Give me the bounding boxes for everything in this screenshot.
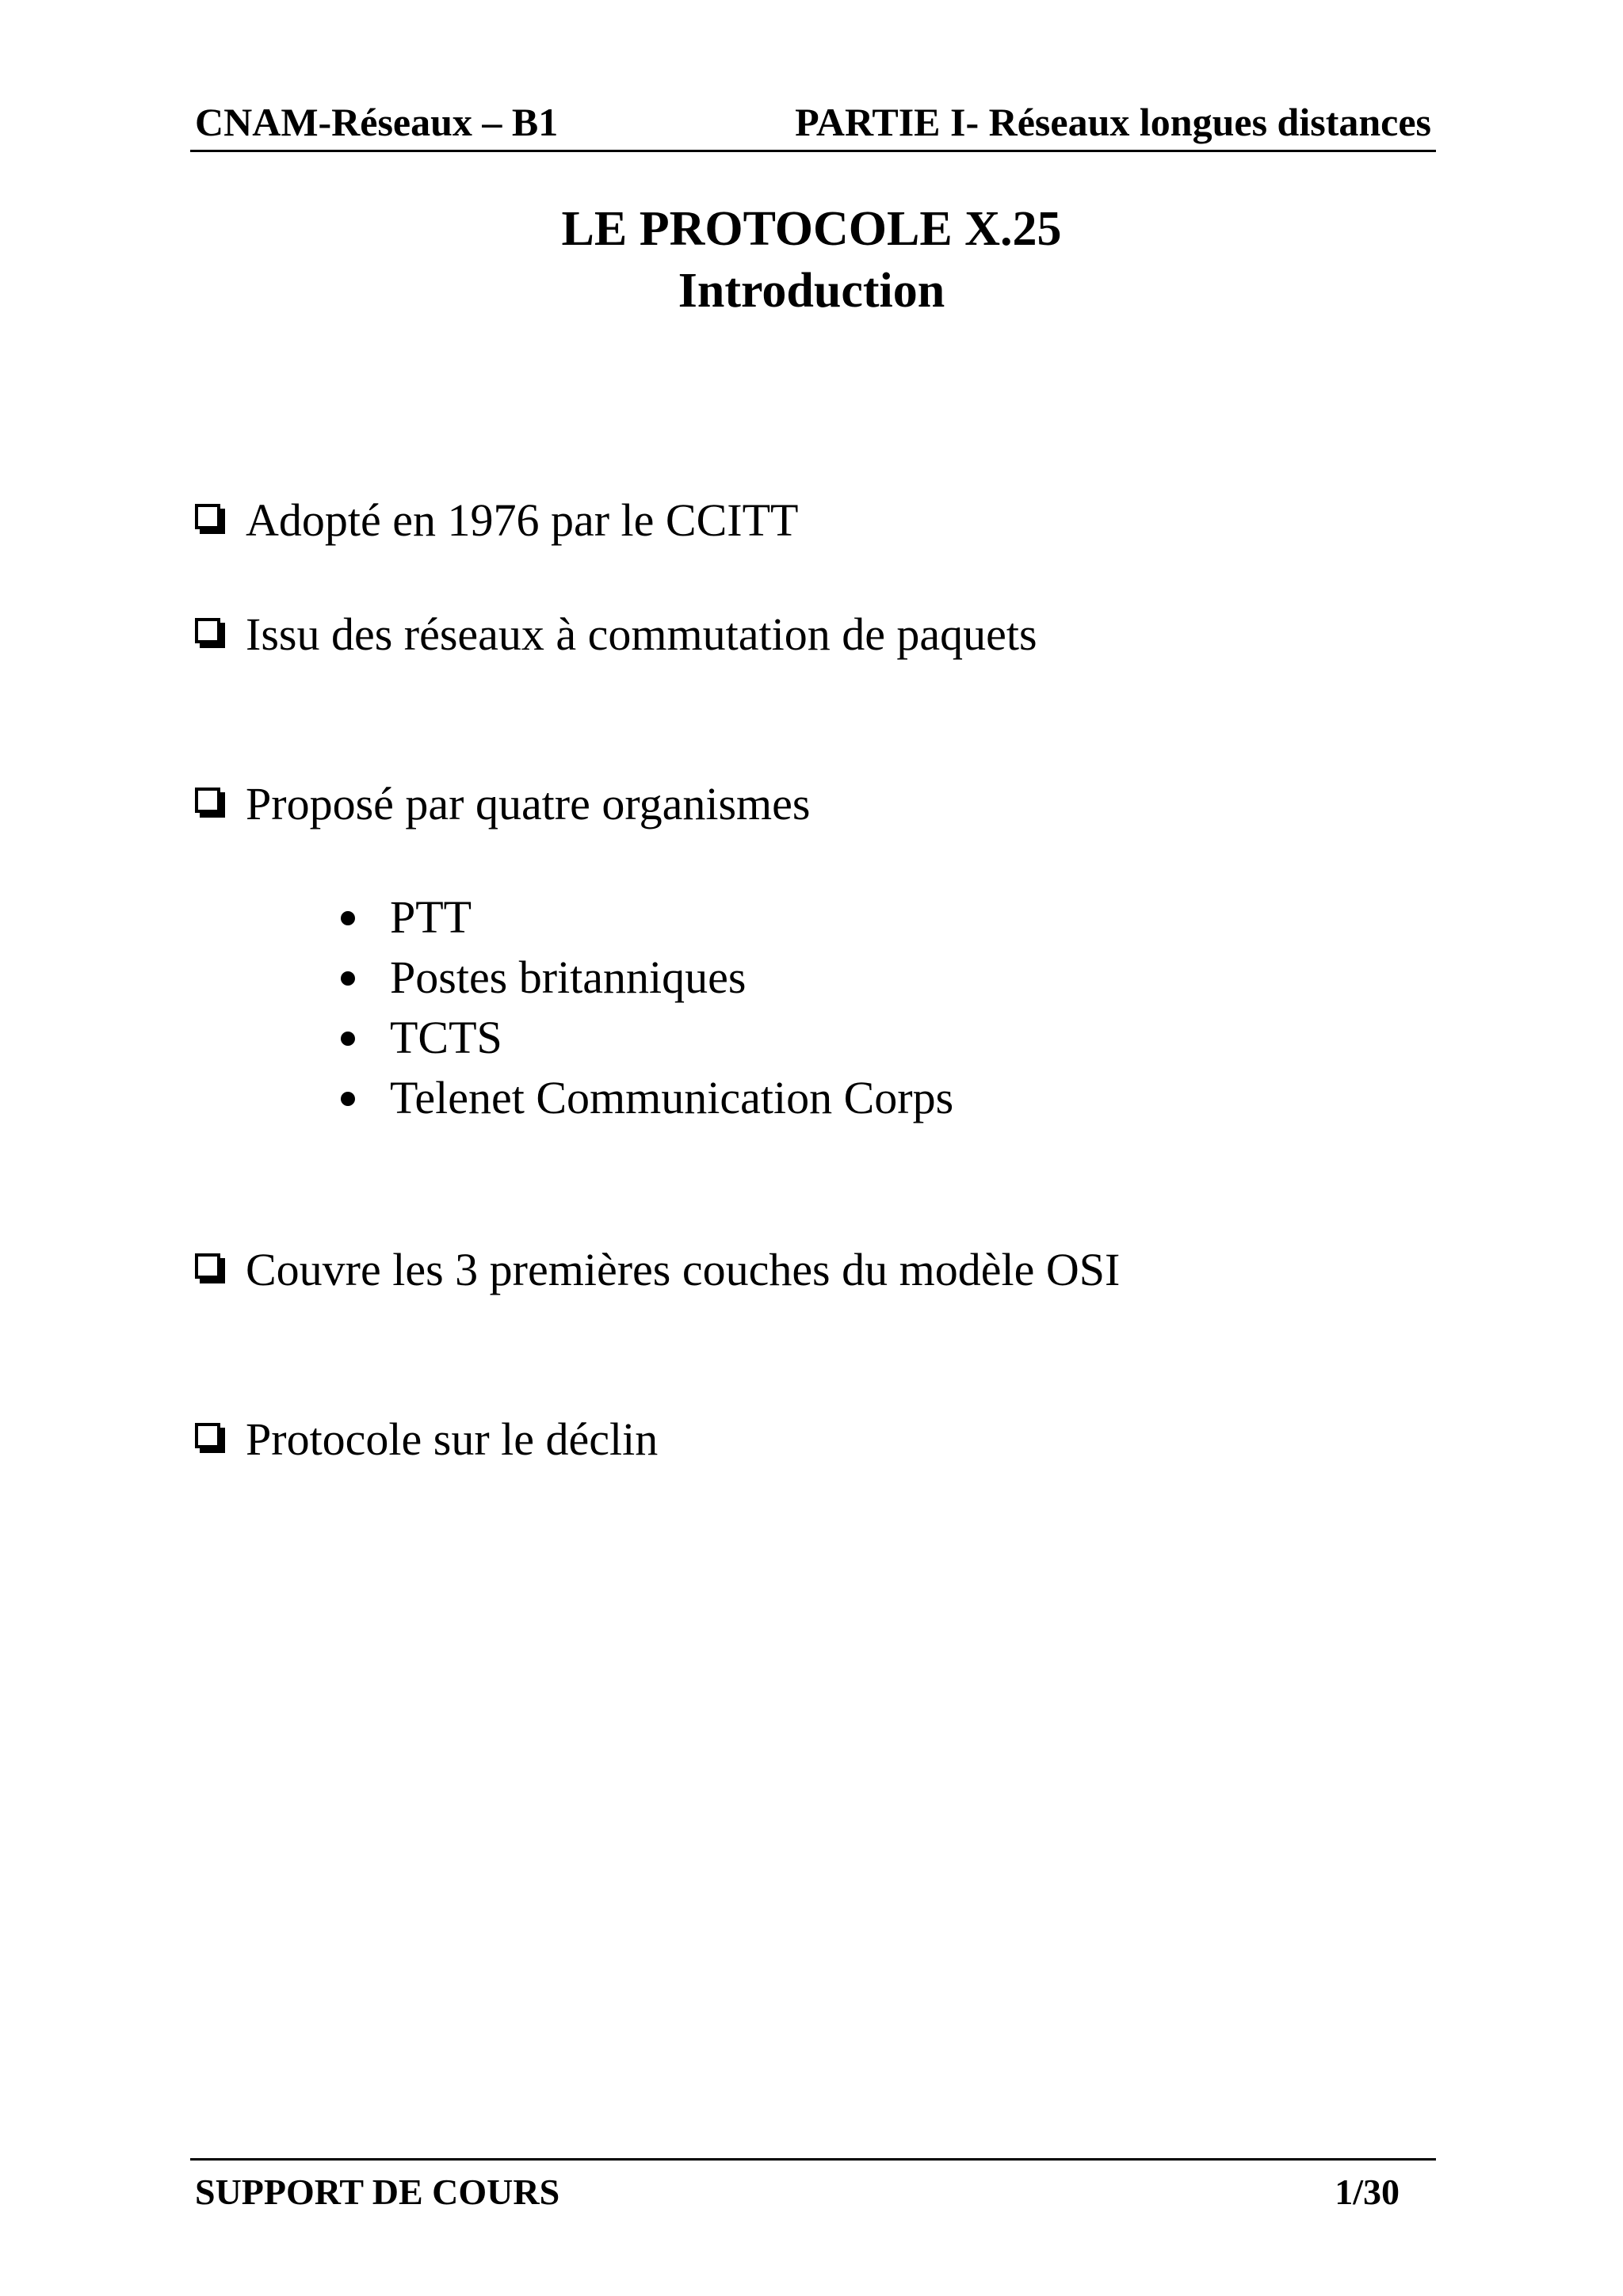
list-item-text: Issu des réseaux à commutation de paquets	[246, 608, 1037, 660]
list-item-text: Proposé par quatre organismes	[246, 778, 811, 830]
page-footer	[190, 2158, 1436, 2222]
organisme-item	[341, 1008, 953, 1068]
checkbox-icon	[195, 618, 225, 648]
list-item	[195, 607, 1037, 662]
list-item-text: Protocole sur le déclin	[246, 1413, 659, 1465]
checkbox-icon	[195, 788, 225, 818]
list-item	[195, 776, 810, 832]
list-item	[195, 493, 798, 548]
organisme-item	[341, 948, 953, 1008]
course-name: CNAM-Réseaux – B1	[195, 100, 559, 144]
page-title	[0, 198, 1623, 322]
list-item-text: Couvre les 3 premières couches du modèle OSI	[246, 1244, 1121, 1295]
list-item-text: Adopté en 1976 par le CCITT	[246, 494, 799, 546]
bullet-icon	[341, 971, 355, 986]
organisme-item	[341, 1068, 953, 1128]
page-header	[190, 93, 1436, 152]
organisme-text: Postes britanniques	[390, 952, 747, 1003]
bullet-icon	[341, 1032, 355, 1046]
page-number: 1/30	[1335, 2172, 1400, 2212]
checkbox-icon	[195, 1253, 225, 1283]
checkbox-icon	[195, 504, 225, 534]
part-title: PARTIE I- Réseaux longues distances	[795, 100, 1431, 144]
title-sub: Introduction	[678, 264, 945, 318]
organisme-text: TCTS	[390, 1012, 502, 1063]
footer-label: SUPPORT DE COURS	[195, 2172, 560, 2212]
list-item	[195, 1242, 1120, 1298]
organisme-item	[341, 887, 953, 948]
organismes-list	[341, 887, 953, 1128]
organisme-text: Telenet Communication Corps	[390, 1072, 954, 1123]
title-main: LE PROTOCOLE X.25	[561, 202, 1062, 256]
bullet-icon	[341, 911, 355, 925]
list-item	[195, 1412, 658, 1467]
checkbox-icon	[195, 1423, 225, 1453]
organisme-text: PTT	[390, 891, 472, 943]
bullet-icon	[341, 1092, 355, 1106]
